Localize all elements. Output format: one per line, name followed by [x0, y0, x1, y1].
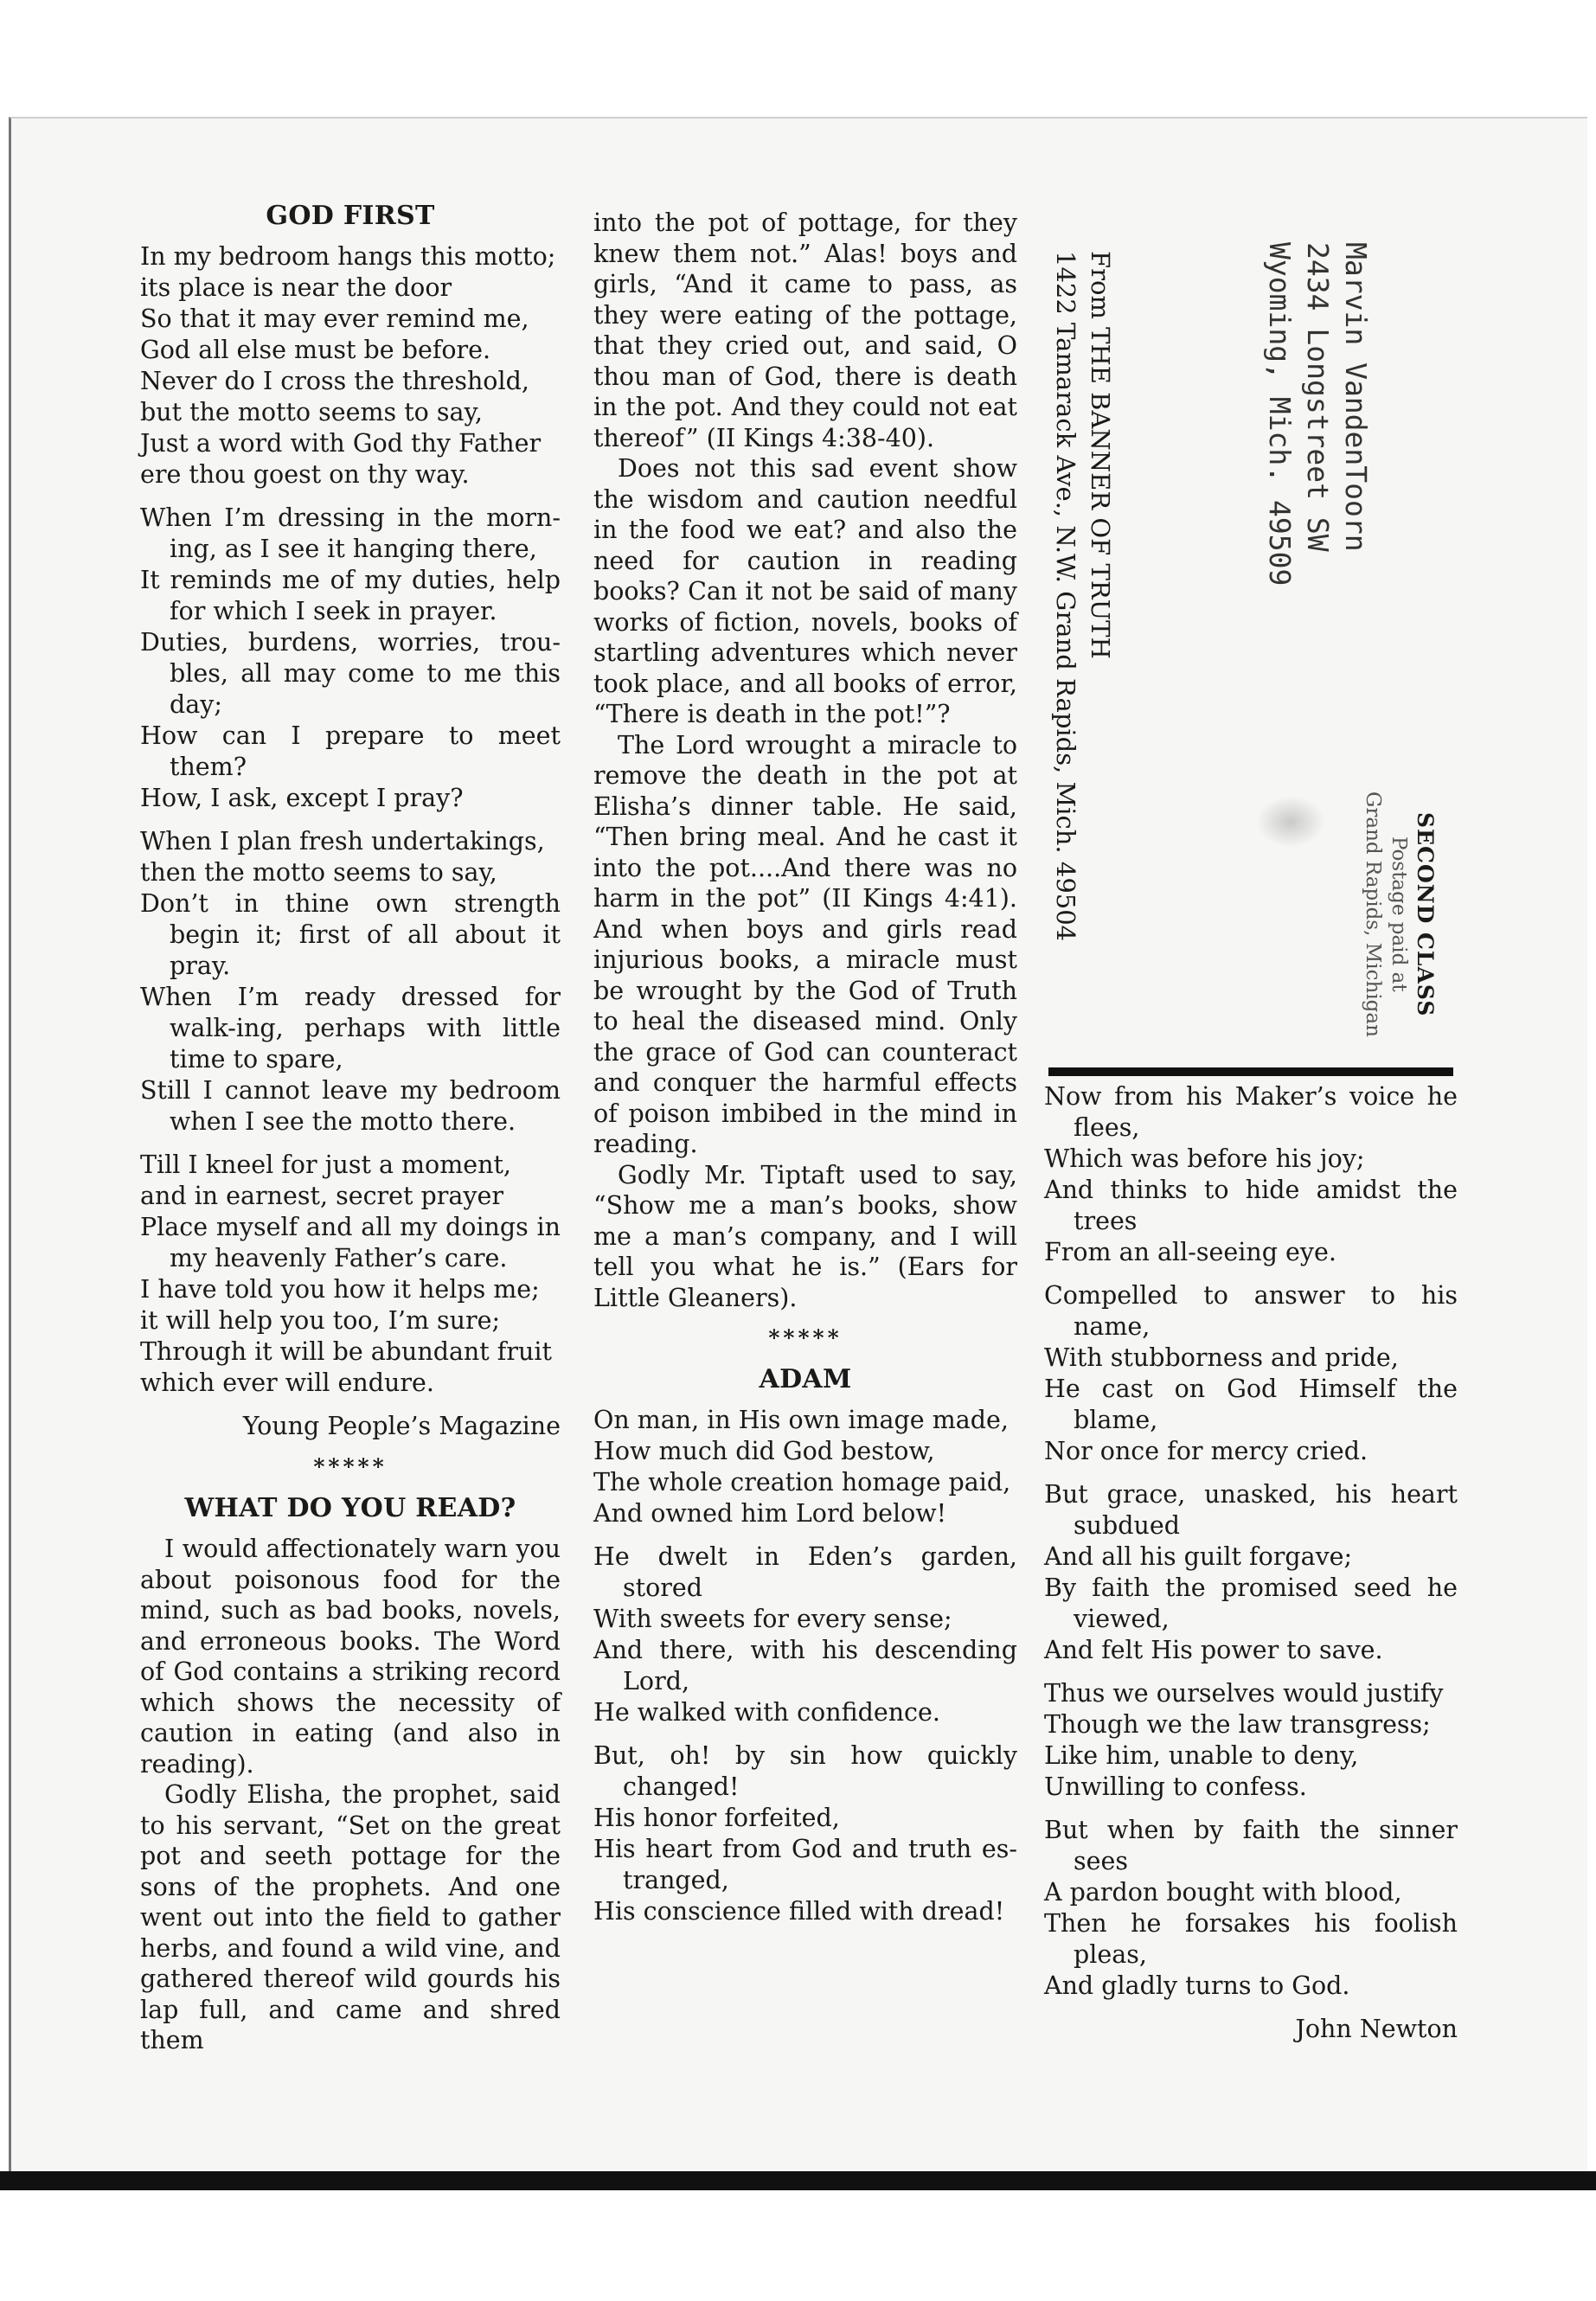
paragraph: into the pot of pottage, for they knew them not.” Alas! boys and girls, “And it came to pass, as they were eating of the pottage, that they cried out, and said, O thou man of God, there is death in the pot. And they could not eat thereof” (II Kings 4:38-40).: [593, 208, 1017, 452]
poem-line: A pardon bought with blood,: [1044, 1878, 1402, 1907]
god-first-source: Young People’s Magazine: [242, 1412, 561, 1440]
poem-line: In my bedroom hangs this motto;: [140, 242, 556, 271]
poem-line: I have told you how it helps me;: [140, 1275, 540, 1304]
poem-line: It reminds me of my duties, help for which I seek in prayer.: [140, 566, 561, 625]
poem-line: When I’m ready dressed for walk-ing, perhaps with little time to spare,: [140, 983, 561, 1074]
permit-city: Grand Rapids, Michigan: [1362, 792, 1384, 1037]
poem-line: But when by faith the sinner sees: [1044, 1816, 1458, 1875]
poem-line: Thus we ourselves would justify: [1044, 1679, 1444, 1708]
poem-line: How much did God bestow,: [593, 1437, 935, 1465]
stanza: [140, 241, 561, 490]
adam-title: ADAM: [759, 1364, 852, 1394]
poem-line: Never do I cross the threshold,: [140, 367, 529, 395]
postmark-smudge: [1256, 796, 1325, 848]
stanza: [1044, 1678, 1458, 1803]
poem-line: Till I kneel for just a moment,: [140, 1150, 511, 1179]
poem-line: With stubborness and pride,: [1044, 1343, 1399, 1372]
poem-line: He walked with confidence.: [593, 1698, 940, 1727]
paragraph: I would affectionately warn you about poisonous food for the mind, such as bad books, novels, and erroneous books. The Word of God contains a striking record which shows the necessity of caution in eating (and also in reading).: [140, 1535, 561, 1779]
poem-line: So that it may ever remind me,: [140, 304, 529, 333]
paragraph: The Lord wrought a miracle to remove the death in the pot at Elisha’s dinner table. He said, “Then bring meal. And he cast it into the pot....And there was no harm in the pot” (II Kings 4:41). And when boys and girls read injurious books, a miracle must be wrought by the God of Truth to heal the diseased mind. Only the grace of God can counteract and conquer the harmful effects of poison imbibed in the mind in reading.: [593, 730, 1017, 1158]
poem-line: And felt His power to save.: [1044, 1636, 1383, 1664]
poem-line: God all else must be before.: [140, 336, 491, 364]
column-left: [140, 201, 561, 2056]
what-do-you-read-body-right: [593, 208, 1017, 1313]
recipient-street: 2434 Longstreet SW: [1301, 242, 1335, 552]
poem-line: He dwelt in Eden’s garden, stored: [593, 1542, 1017, 1602]
poem-line: and in earnest, secret prayer: [140, 1182, 503, 1210]
column-right: [1044, 1081, 1458, 2045]
poem-line: Duties, burdens, worries, trou-bles, all may come to me this day;: [140, 628, 561, 719]
return-address: [1048, 251, 1118, 941]
poem-line: And owned him Lord below!: [593, 1499, 947, 1528]
return-address-line: From THE BANNER OF TRUTH: [1086, 251, 1115, 659]
poem-line: And gladly turns to God.: [1044, 1971, 1350, 2000]
poem-line: Unwilling to confess.: [1044, 1772, 1307, 1801]
poem-line: ere thou goest on thy way.: [140, 460, 470, 489]
what-do-you-read-title: WHAT DO YOU READ?: [184, 1493, 516, 1523]
poem-line: Which was before his joy;: [1044, 1144, 1365, 1173]
stanza: [593, 1405, 1017, 1529]
poem-line: And thinks to hide amidst the trees: [1044, 1176, 1458, 1235]
recipient-name: Marvin VandenToorn: [1339, 242, 1373, 552]
poem-line: Just a word with God thy Father: [140, 429, 542, 458]
poem-line: then the motto seems to say,: [140, 858, 497, 887]
adam-poem-part2: [1044, 1081, 1458, 2002]
poem-line: From an all-seeing eye.: [1044, 1238, 1336, 1266]
poem-line: Now from his Maker’s voice he flees,: [1044, 1082, 1458, 1142]
poem-line: Through it will be abundant fruit: [140, 1337, 552, 1366]
poem-line: Like him, unable to deny,: [1044, 1741, 1359, 1770]
stanza: [140, 1150, 561, 1399]
stanza: [1044, 1479, 1458, 1666]
poem-line: When I plan fresh undertakings,: [140, 827, 545, 856]
poem-line: But grace, unasked, his heart subdued: [1044, 1480, 1458, 1540]
poem-line: His heart from God and truth es-tranged,: [593, 1835, 1017, 1894]
what-do-you-read-body-left: [140, 1534, 561, 2056]
stanza: [1044, 1280, 1458, 1467]
poem-line: Place myself and all my doings in my heavenly Father’s care.: [140, 1213, 561, 1272]
poem-line: On man, in His own image made,: [593, 1406, 1009, 1434]
recipient-address-label: [1260, 242, 1375, 586]
separator-stars: *****: [313, 1454, 388, 1479]
recipient-city: Wyoming, Mich. 49509: [1263, 242, 1297, 586]
permit-paid: Postage paid at: [1388, 836, 1410, 992]
god-first-poem: [140, 241, 561, 1399]
column-middle: [593, 208, 1017, 1939]
poem-line: By faith the promised seed he viewed,: [1044, 1574, 1458, 1633]
scan-bottom-edge: [0, 2171, 1596, 2190]
poem-line: And all his guilt forgave;: [1044, 1542, 1353, 1571]
separator-stars: *****: [768, 1325, 843, 1350]
poem-line: How can I prepare to meet them?: [140, 721, 561, 781]
poem-line: The whole creation homage paid,: [593, 1468, 1011, 1497]
god-first-title: GOD FIRST: [266, 201, 435, 231]
poem-line: With sweets for every sense;: [593, 1605, 952, 1633]
mailing-panel: [1048, 234, 1455, 1055]
divider-bar: [1048, 1067, 1453, 1076]
poem-line: it will help you too, I’m sure;: [140, 1306, 501, 1335]
stanza: [140, 826, 561, 1138]
poem-line: He cast on God Himself the blame,: [1044, 1375, 1458, 1434]
poem-line: its place is near the door: [140, 273, 452, 302]
poem-line: Compelled to answer to his name,: [1044, 1281, 1458, 1341]
paragraph: Does not this sad event show the wisdom and caution needful in the food we eat? and also the need for caution in reading books? Can it not be said of many works of fiction, novels, books of startling adventures which never took place, and all books of error, “There is death in the pot!”?: [593, 454, 1017, 728]
stanza: [140, 503, 561, 814]
poem-line: but the motto seems to say,: [140, 398, 483, 426]
poem-line: And there, with his descending Lord,: [593, 1636, 1017, 1695]
poem-line: Don’t in thine own strength begin it; first of all about it pray.: [140, 889, 561, 980]
adam-poem-part1: [593, 1405, 1017, 1927]
permit-class: SECOND CLASS: [1413, 811, 1438, 1017]
adam-author: John Newton: [1295, 2015, 1458, 2043]
stanza: [1044, 1815, 1458, 2002]
poem-line: His honor forfeited,: [593, 1804, 840, 1832]
postage-permit: [1360, 792, 1438, 1037]
poem-line: Then he forsakes his foolish pleas,: [1044, 1909, 1458, 1969]
poem-line: Nor once for mercy cried.: [1044, 1437, 1368, 1465]
poem-line: Though we the law transgress;: [1044, 1710, 1431, 1739]
poem-line: But, oh! by sin how quickly changed!: [593, 1741, 1017, 1801]
paragraph: Godly Elisha, the prophet, said to his servant, “Set on the great pot and seeth pottage for the sons of the prophets. And one went out into the field to gather herbs, and found a wild vine, and gathered thereof wild gourds his lap full, and came and shred them: [140, 1780, 561, 2054]
poem-line: When I’m dressing in the morn-ing, as I see it hanging there,: [140, 503, 561, 563]
poem-line: which ever will endure.: [140, 1368, 434, 1397]
paragraph: Godly Mr. Tiptaft used to say, “Show me a man’s books, show me a man’s company, and I will tell you what he is.” (Ears for Little Gleaners).: [593, 1160, 1017, 1312]
poem-line: Still I cannot leave my bedroom when I see the motto there.: [140, 1076, 561, 1136]
stanza: [593, 1541, 1017, 1728]
stanza: [1044, 1081, 1458, 1268]
poem-line: His conscience filled with dread!: [593, 1897, 1005, 1926]
return-address-line: 1422 Tamarack Ave., N.W. Grand Rapids, Mich. 49504: [1051, 251, 1080, 942]
poem-line: How, I ask, except I pray?: [140, 784, 464, 812]
stanza: [593, 1740, 1017, 1927]
